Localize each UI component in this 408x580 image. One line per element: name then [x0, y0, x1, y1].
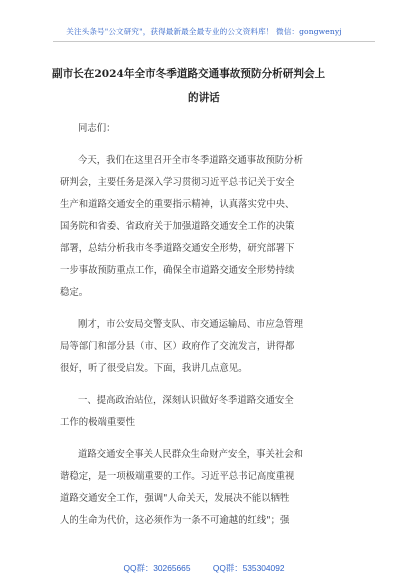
paragraph-3-line-4: 人的生命为代价，这必须作为一条不可逾越的红线"；强 [60, 515, 290, 526]
paragraph-2-line-2: 局等部门和部分县（市、区）政府作了交流发言，讲得都 [60, 341, 295, 352]
paragraph-3-line-1: 道路交通安全事关人民群众生命财产安全，事关社会和 [78, 449, 304, 460]
paragraph-1-line-6: 一步事故预防重点工作，确保全市道路交通安全形势持续 [60, 265, 295, 276]
paragraph-1-line-5: 部署，总结分析我市冬季道路交通安全形势，研究部署下 [60, 243, 295, 254]
footer-qq-group-1: QQ群：30265665 [123, 563, 191, 573]
paragraph-2-line-1: 刚才，市公安局交警支队、市交通运输局、市应急管理 [78, 319, 304, 330]
paragraph-1-line-7: 稳定。 [60, 287, 89, 298]
paragraph-1-line-4: 国务院和省委、省政府关于加强道路交通安全工作的决策 [60, 221, 295, 232]
document-title-line-2: 的讲话 [188, 92, 220, 104]
paragraph-3-line-2: 谐稳定，是一项极端重要的工作。习近平总书记高度重视 [60, 471, 295, 482]
header-divider [53, 41, 375, 42]
paragraph-1-line-3: 生产和道路交通安全的重要指示精神，认真落实党中央、 [60, 199, 295, 210]
document-title-line-1: 副市长在2024年全市冬季道路交通事故预防分析研判会上 [52, 68, 326, 80]
paragraph-3-line-3: 道路交通安全工作，强调"人命关天，发展决不能以牺牲 [60, 493, 290, 504]
paragraph-2-line-3: 很好，听了很受启发。下面，我讲几点意见。 [60, 363, 248, 374]
paragraph-1-line-1: 今天，我们在这里召开全市冬季道路交通事故预防分析 [78, 155, 304, 166]
header-banner: 关注头条号"公文研究"，获得最新最全最专业的公文资料库！ 微信：gongwenyj [66, 27, 342, 36]
footer-contacts [0, 562, 408, 574]
footer-qq-group-2: QQ群：535304092 [212, 563, 285, 573]
paragraph-1-line-2: 研判会，主要任务是深入学习贯彻习近平总书记关于安全 [60, 177, 295, 188]
section-heading-line-1: 一、提高政治站位，深刻认识做好冬季道路交通安全 [78, 395, 294, 406]
salutation: 同志们： [78, 123, 116, 134]
section-heading-line-2: 工作的极端重要性 [60, 417, 136, 428]
